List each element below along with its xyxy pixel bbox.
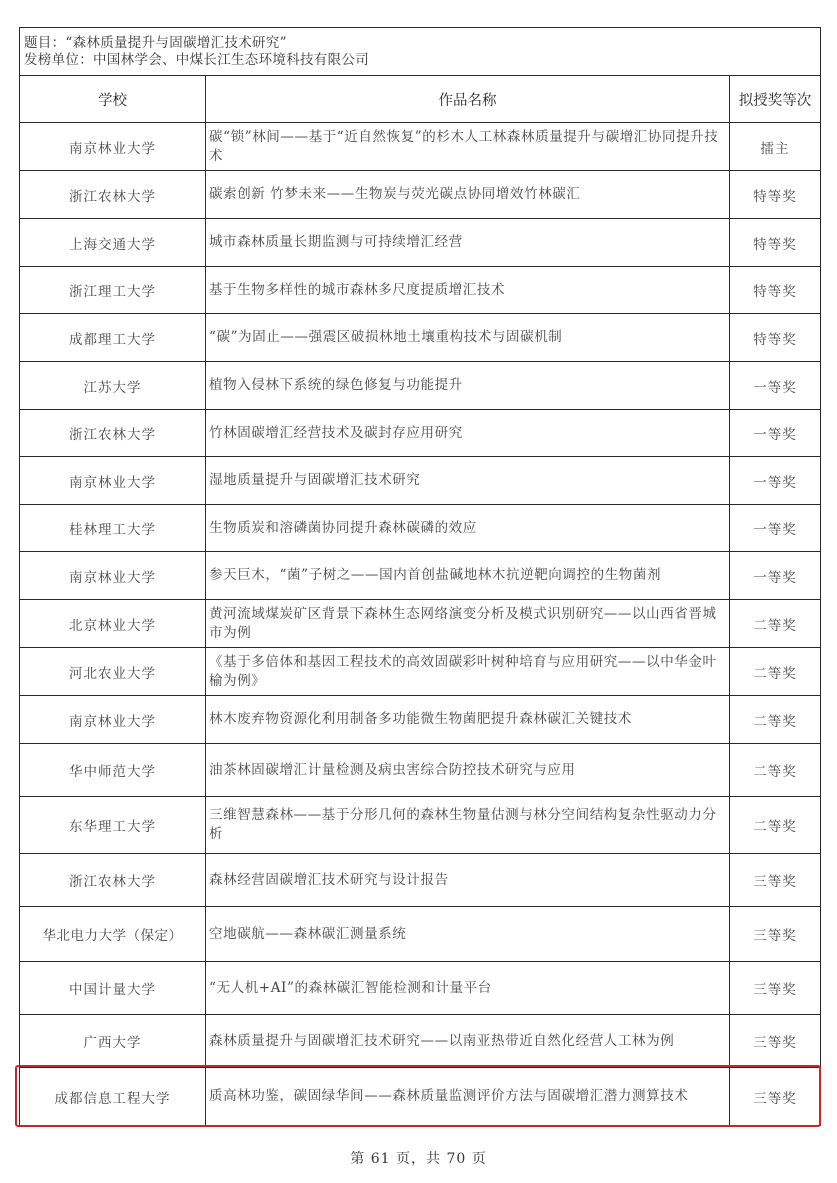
work-title-cell: “无人机+AI”的森林碳汇智能检测和计量平台 [206, 962, 730, 1015]
work-title-cell: 三维智慧森林——基于分形几何的森林生物量估测与林分空间结构复杂性驱动力分析 [206, 797, 730, 854]
school-cell: 桂林理工大学 [20, 505, 206, 552]
school-cell: 华中师范大学 [20, 744, 206, 797]
award-cell: 特等奖 [730, 267, 821, 314]
work-title-cell: 竹林固碳增汇经营技术及碳封存应用研究 [206, 410, 730, 457]
column-header-school: 学校 [20, 76, 206, 123]
award-cell: 一等奖 [730, 457, 821, 505]
award-cell: 三等奖 [730, 854, 821, 907]
table-row [20, 962, 821, 1015]
work-title-cell: 基于生物多样性的城市森林多尺度提质增汇技术 [206, 267, 730, 314]
award-table [19, 27, 821, 1126]
school-cell: 东华理工大学 [20, 797, 206, 854]
award-cell: 二等奖 [730, 600, 821, 648]
table-row [20, 648, 821, 696]
table-row [20, 1015, 821, 1068]
award-cell: 二等奖 [730, 744, 821, 797]
school-cell: 成都信息工程大学 [20, 1068, 206, 1126]
school-cell: 浙江农林大学 [20, 854, 206, 907]
table-row [20, 123, 821, 171]
award-cell: 特等奖 [730, 219, 821, 267]
work-title-cell: 空地碳航——森林碳汇测量系统 [206, 907, 730, 962]
school-cell: 南京林业大学 [20, 552, 206, 600]
table-row [20, 267, 821, 314]
work-title-cell: 生物质炭和溶磷菌协同提升森林碳磷的效应 [206, 505, 730, 552]
school-cell: 华北电力大学（保定） [20, 907, 206, 962]
work-title-cell: 城市森林质量长期监测与可持续增汇经营 [206, 219, 730, 267]
school-cell: 浙江农林大学 [20, 410, 206, 457]
table-row [20, 907, 821, 962]
work-title-cell: 黄河流域煤炭矿区背景下森林生态网络演变分析及模式识别研究——以山西省晋城市为例 [206, 600, 730, 648]
award-cell: 三等奖 [730, 1015, 821, 1068]
table-row-highlighted [20, 1068, 821, 1126]
column-header-work-title: 作品名称 [206, 76, 730, 123]
work-title-cell: 湿地质量提升与固碳增汇技术研究 [206, 457, 730, 505]
school-cell: 南京林业大学 [20, 123, 206, 171]
award-cell: 三等奖 [730, 962, 821, 1015]
work-title-cell: 质高林功鉴，碳固绿华间——森林质量监测评价方法与固碳增汇潜力测算技术 [206, 1068, 730, 1126]
award-cell: 三等奖 [730, 907, 821, 962]
school-cell: 南京林业大学 [20, 696, 206, 744]
work-title-cell: 《基于多倍体和基因工程技术的高效固碳彩叶树种培育与应用研究——以中华金叶榆为例》 [206, 648, 730, 696]
school-cell: 上海交通大学 [20, 219, 206, 267]
table-row [20, 744, 821, 797]
table-row [20, 505, 821, 552]
award-cell: 特等奖 [730, 171, 821, 219]
work-title-cell: 林木废弃物资源化利用制备多功能微生物菌肥提升森林碳汇关键技术 [206, 696, 730, 744]
award-cell: 二等奖 [730, 696, 821, 744]
table-row [20, 219, 821, 267]
school-cell: 浙江理工大学 [20, 267, 206, 314]
table-row [20, 854, 821, 907]
work-title-cell: 碳“锁”林间——基于“近自然恢复”的杉木人工林森林质量提升与碳增汇协同提升技术 [206, 123, 730, 171]
table-row [20, 457, 821, 505]
work-title-cell: 森林经营固碳增汇技术研究与设计报告 [206, 854, 730, 907]
publisher-line: 发榜单位：中国林学会、中煤长江生态环境科技有限公司 [24, 51, 369, 68]
work-title-cell: 油茶林固碳增汇计量检测及病虫害综合防控技术研究与应用 [206, 744, 730, 797]
table-row [20, 410, 821, 457]
school-cell: 北京林业大学 [20, 600, 206, 648]
school-cell: 成都理工大学 [20, 314, 206, 362]
info-row [20, 28, 821, 76]
school-cell: 浙江农林大学 [20, 171, 206, 219]
school-cell: 河北农业大学 [20, 648, 206, 696]
school-cell: 广西大学 [20, 1015, 206, 1068]
award-cell: 一等奖 [730, 410, 821, 457]
work-title-cell: “碳”为固止——强震区破损林地土壤重构技术与固碳机制 [206, 314, 730, 362]
school-cell: 中国计量大学 [20, 962, 206, 1015]
work-title-cell: 森林质量提升与固碳增汇技术研究——以南亚热带近自然化经营人工林为例 [206, 1015, 730, 1068]
table-row [20, 362, 821, 410]
award-cell: 特等奖 [730, 314, 821, 362]
table-row [20, 696, 821, 744]
award-cell: 二等奖 [730, 797, 821, 854]
info-cell [20, 28, 821, 76]
award-cell: 二等奖 [730, 648, 821, 696]
award-cell: 一等奖 [730, 362, 821, 410]
table-row [20, 797, 821, 854]
award-cell: 一等奖 [730, 505, 821, 552]
table-row [20, 552, 821, 600]
work-title-cell: 参天巨木，“菌”子树之——国内首创盐碱地林木抗逆靶向调控的生物菌剂 [206, 552, 730, 600]
header-row [20, 76, 821, 123]
award-cell: 擂主 [730, 123, 821, 171]
work-title-cell: 植物入侵林下系统的绿色修复与功能提升 [206, 362, 730, 410]
table-row [20, 171, 821, 219]
topic-line: 题目：“森林质量提升与固碳增汇技术研究” [24, 34, 287, 51]
school-cell: 江苏大学 [20, 362, 206, 410]
table-row [20, 600, 821, 648]
award-cell: 一等奖 [730, 552, 821, 600]
work-title-cell: 碳索创新 竹梦未来——生物炭与荧光碳点协同增效竹林碳汇 [206, 171, 730, 219]
award-cell: 三等奖 [730, 1068, 821, 1126]
column-header-award: 拟授奖等次 [730, 76, 821, 123]
page-number: 第 61 页，共 70 页 [350, 1151, 487, 1167]
table-row [20, 314, 821, 362]
school-cell: 南京林业大学 [20, 457, 206, 505]
